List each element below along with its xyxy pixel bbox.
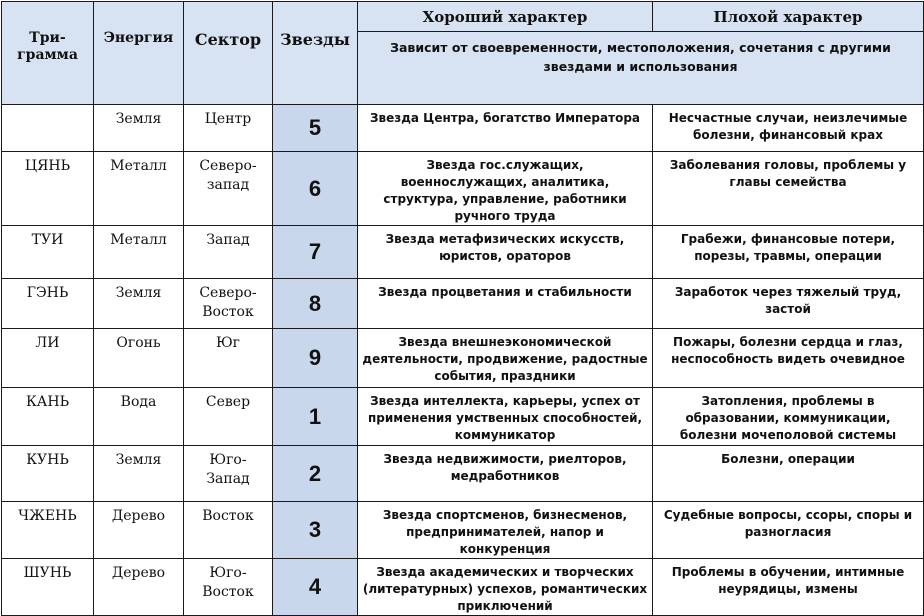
energy-cell: Дерево (94, 559, 184, 616)
sector-cell: Северо- Восток (184, 279, 273, 329)
bad-character-cell: Болезни, операции (653, 446, 924, 502)
good-character-cell: Звезда спортсменов, бизнесменов, предпринимателей, напор и конкуренция (358, 502, 653, 559)
good-character-cell: Звезда интеллекта, карьеры, успех от применения умственных способностей, коммуникатор (358, 388, 653, 446)
good-character-cell: Звезда внешнеэкономической деятельности, продвижение, радостные события, праздники (358, 329, 653, 388)
good-character-cell: Звезда Центра, богатство Императора (358, 105, 653, 152)
star-number-cell: 1 (273, 388, 358, 446)
energy-cell: Земля (94, 105, 184, 152)
trigram-cell (2, 105, 94, 152)
good-character-cell: Звезда метафизических искусств, юристов, ораторов (358, 226, 653, 279)
bad-character-cell: Заработок через тяжелый труд, застой (653, 279, 924, 329)
star-number-cell: 6 (273, 152, 358, 226)
sector-cell: Восток (184, 502, 273, 559)
sector-cell: Северо- запад (184, 152, 273, 226)
trigram-cell: КАНЬ (2, 388, 94, 446)
star-number-cell: 5 (273, 105, 358, 152)
trigram-cell: КУНЬ (2, 446, 94, 502)
header-good: Хороший характер (358, 2, 653, 32)
energy-cell: Земля (94, 279, 184, 329)
trigram-cell: ЧЖЕНЬ (2, 502, 94, 559)
header-stars: Звезды (273, 2, 358, 105)
table-row (2, 152, 924, 226)
sector-cell: Центр (184, 105, 273, 152)
bad-character-cell: Затопления, проблемы в образовании, коммуникации, болезни мочеполовой системы (653, 388, 924, 446)
star-number-cell: 9 (273, 329, 358, 388)
table-row (2, 329, 924, 388)
star-number-cell: 4 (273, 559, 358, 616)
trigram-cell: ЛИ (2, 329, 94, 388)
table-row (2, 446, 924, 502)
header-energy: Энергия (94, 2, 184, 105)
good-character-cell: Звезда академических и творческих (литературных) успехов, романтических приключений (358, 559, 653, 616)
sector-cell: Юго- Восток (184, 559, 273, 616)
sector-cell: Запад (184, 226, 273, 279)
bad-character-cell: Заболевания головы, проблемы у главы семейства (653, 152, 924, 226)
header-sector: Сектор (184, 2, 273, 105)
table-row (2, 502, 924, 559)
energy-cell: Дерево (94, 502, 184, 559)
table-row (2, 105, 924, 152)
good-character-cell: Звезда гос.служащих, военнослужащих, аналитика, структура, управление, работники ручного труда (358, 152, 653, 226)
bad-character-cell: Проблемы в обучении, интимные неурядицы, измены (653, 559, 924, 616)
star-number-cell: 2 (273, 446, 358, 502)
table-row (2, 388, 924, 446)
trigram-cell: ТУИ (2, 226, 94, 279)
good-character-cell: Звезда недвижимости, риелторов, медработников (358, 446, 653, 502)
bad-character-cell: Пожары, болезни сердца и глаз, неспособность видеть очевидное (653, 329, 924, 388)
star-number-cell: 8 (273, 279, 358, 329)
sector-cell: Юго- Запад (184, 446, 273, 502)
trigram-cell: ГЭНЬ (2, 279, 94, 329)
star-number-cell: 3 (273, 502, 358, 559)
header-subtitle: Зависит от своевременности, местоположения, сочетания с другими звездами и использования (358, 32, 924, 105)
flying-stars-table (1, 1, 924, 616)
energy-cell: Огонь (94, 329, 184, 388)
bad-character-cell: Несчастные случаи, неизлечимые болезни, финансовый крах (653, 105, 924, 152)
bad-character-cell: Судебные вопросы, ссоры, споры и разногласия (653, 502, 924, 559)
star-number-cell: 7 (273, 226, 358, 279)
table-row (2, 559, 924, 616)
trigram-cell: ШУНЬ (2, 559, 94, 616)
energy-cell: Металл (94, 226, 184, 279)
table-row (2, 226, 924, 279)
sector-cell: Север (184, 388, 273, 446)
table-row (2, 279, 924, 329)
energy-cell: Металл (94, 152, 184, 226)
energy-cell: Земля (94, 446, 184, 502)
header-bad: Плохой характер (653, 2, 924, 32)
trigram-cell: ЦЯНЬ (2, 152, 94, 226)
sector-cell: Юг (184, 329, 273, 388)
header-trigram: Три- грамма (2, 2, 94, 105)
bad-character-cell: Грабежи, финансовые потери, порезы, травмы, операции (653, 226, 924, 279)
good-character-cell: Звезда процветания и стабильности (358, 279, 653, 329)
energy-cell: Вода (94, 388, 184, 446)
